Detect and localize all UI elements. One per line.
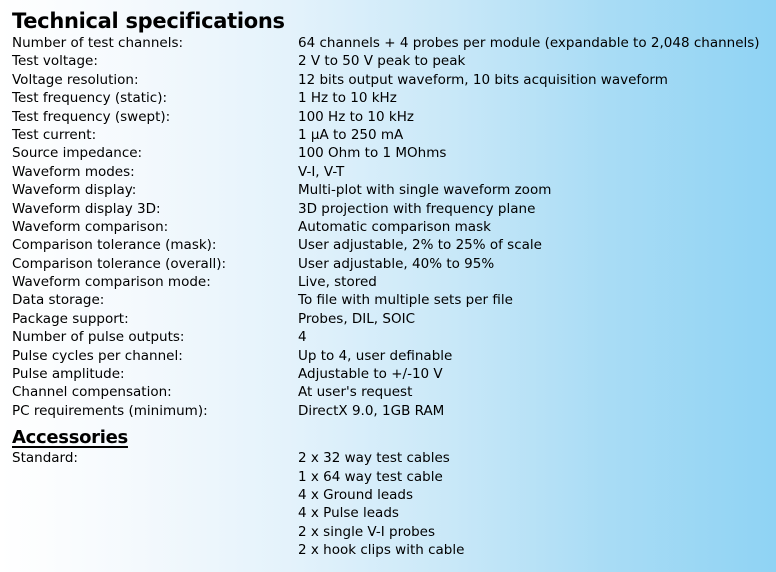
list-item: 4 x Ground leads [298,486,414,503]
accessories-section [12,449,776,559]
spec-row [12,273,776,291]
spec-label: Waveform comparison mode: [12,274,211,291]
specs-table [12,34,776,420]
spec-row [12,291,776,309]
spec-row [12,383,776,401]
spec-label: Test voltage: [12,53,98,70]
spec-row [12,310,776,328]
accessories-title: Accessories [12,427,128,449]
spec-label: Voltage resolution: [12,71,139,88]
spec-label: Waveform comparison: [12,218,169,235]
spec-value: Live, stored [298,274,377,291]
spec-row [12,126,776,144]
spec-label: Waveform display 3D: [12,200,161,217]
accessories-list [298,449,464,559]
list-item: 2 x 32 way test cables [298,450,450,467]
spec-row [12,218,776,236]
spec-value: 1 µA to 250 mA [298,126,404,143]
spec-row [12,255,776,273]
spec-label: PC requirements (minimum): [12,402,208,419]
spec-label: Comparison tolerance (overall): [12,255,227,272]
spec-label: Test current: [12,126,97,143]
spec-row [12,328,776,346]
spec-value: To file with multiple sets per file [298,292,513,309]
spec-label: Waveform modes: [12,163,135,180]
spec-row [12,34,776,52]
spec-label: Test frequency (swept): [12,108,171,125]
spec-value: User adjustable, 2% to 25% of scale [298,237,542,254]
spec-row [12,236,776,254]
accessories-label: Standard: [12,450,78,467]
spec-row [12,163,776,181]
spec-value: 2 V to 50 V peak to peak [298,53,466,70]
spec-value: 3D projection with frequency plane [298,200,536,217]
spec-row [12,108,776,126]
list-item: 4 x Pulse leads [298,505,399,522]
spec-label: Package support: [12,310,129,327]
spec-value: V-I, V-T [298,163,345,180]
spec-row [12,71,776,89]
spec-label: Comparison tolerance (mask): [12,237,217,254]
spec-value: User adjustable, 40% to 95% [298,255,495,272]
spec-label: Channel compensation: [12,384,172,401]
spec-label: Number of test channels: [12,35,184,51]
spec-value: 64 channels + 4 probes per module (expandable to 2,048 channels) [298,35,760,51]
spec-label: Test frequency (static): [12,90,168,107]
specs-title: Technical specifications [12,9,285,33]
spec-label: Pulse cycles per channel: [12,347,183,364]
spec-label: Number of pulse outputs: [12,329,185,346]
spec-row [12,52,776,70]
spec-label: Waveform display: [12,182,137,199]
spec-label: Pulse amplitude: [12,366,125,383]
list-item: 2 x hook clips with cable [298,542,465,559]
spec-label: Data storage: [12,292,105,309]
spec-row [12,347,776,365]
spec-row [12,365,776,383]
spec-row [12,181,776,199]
spec-value: DirectX 9.0, 1GB RAM [298,402,445,419]
spec-value: Automatic comparison mask [298,218,491,235]
spec-value: Probes, DIL, SOIC [298,310,415,327]
spec-row [12,144,776,162]
spec-value: Multi-plot with single waveform zoom [298,182,552,199]
spec-value: 100 Ohm to 1 MOhms [298,145,447,162]
spec-value: Up to 4, user definable [298,347,453,364]
spec-value: 1 Hz to 10 kHz [298,90,397,107]
spec-row [12,200,776,218]
spec-value: Adjustable to +/-10 V [298,366,443,383]
spec-label: Source impedance: [12,145,143,162]
list-item: 1 x 64 way test cable [298,468,443,485]
spec-row [12,402,776,420]
spec-value: 12 bits output waveform, 10 bits acquisition waveform [298,71,668,88]
list-item: 2 x single V-I probes [298,523,435,540]
spec-value: At user's request [298,384,413,401]
spec-row [12,89,776,107]
spec-value: 4 [298,329,307,346]
spec-value: 100 Hz to 10 kHz [298,108,414,125]
